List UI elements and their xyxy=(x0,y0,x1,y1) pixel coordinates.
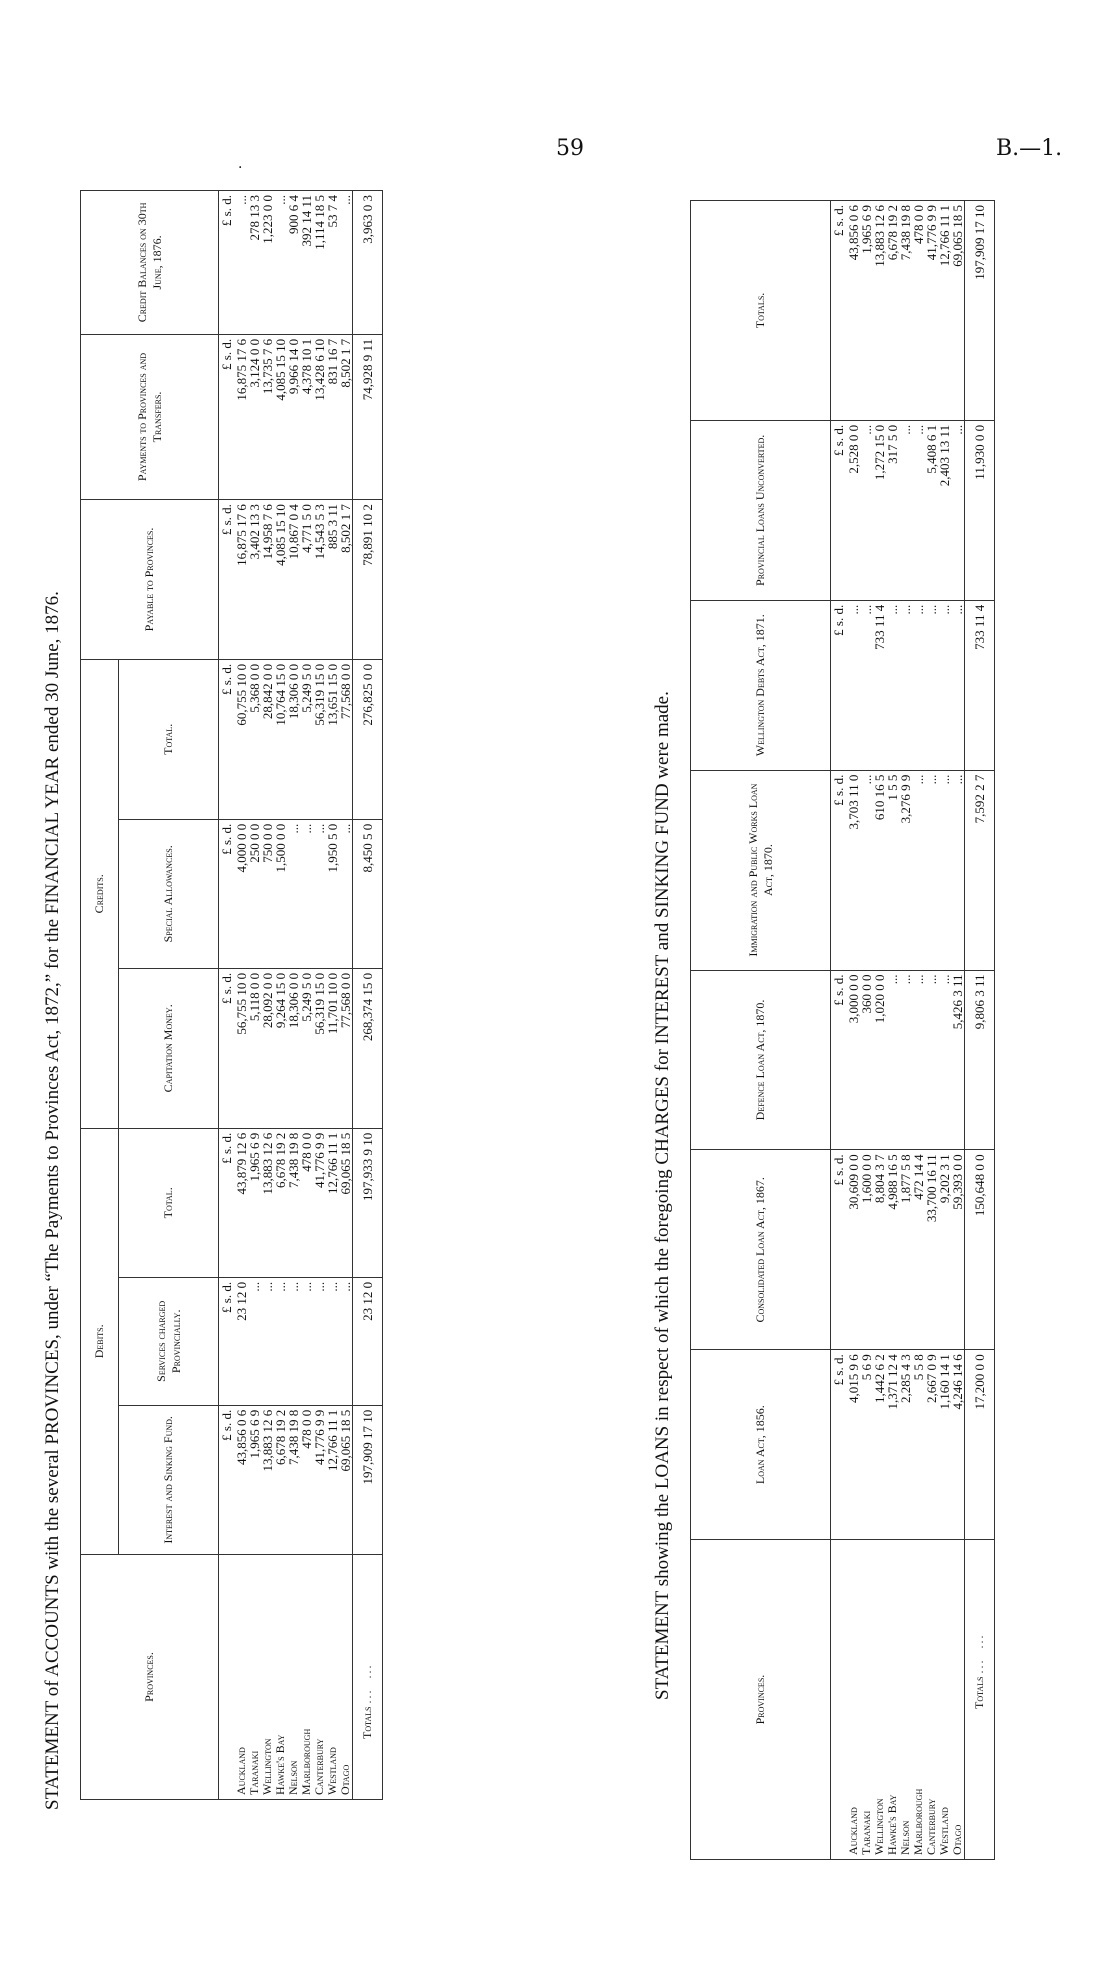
s2-cell-loan1856: 5 6 9 xyxy=(860,1350,873,1540)
s2-cell-consolidated: 1,877 5 8 xyxy=(899,1150,912,1350)
s1-header-services: Services charged Provincially. xyxy=(119,1277,219,1405)
s1-cell-interest: 6,678 19 2 xyxy=(274,1405,287,1554)
s1-row xyxy=(261,191,274,1800)
s1-cell-total: 13,883 12 6 xyxy=(261,1128,274,1277)
statement1-title: STATEMENT of ACCOUNTS with the several PROVINCES, under “The Payments to Provinces Act, 1872,” for the FINANCIAL YEAR ended 30 June, 1876. xyxy=(42,591,63,1810)
s1-cell-payable: 10,867 0 4 xyxy=(287,500,300,660)
s2-row xyxy=(938,201,951,1860)
s1-total-credit: 276,825 0 0 xyxy=(352,659,382,819)
s1-total-debit: 197,933 9 10 xyxy=(352,1128,382,1277)
page-number: 59 xyxy=(556,136,584,161)
s1-cell-services: ... xyxy=(313,1277,326,1405)
s1-header-balances: Credit Balances on 30th June, 1876. xyxy=(81,191,219,335)
statement2-title-block xyxy=(652,691,674,1700)
s1-cell-balance: 1,223 0 0 xyxy=(261,191,274,335)
s2-row xyxy=(873,201,886,1860)
s2-cell-provincial: 2,528 0 0 xyxy=(847,420,860,600)
s2-cell-provincial: ... xyxy=(860,420,873,600)
statement1-body xyxy=(219,191,353,1800)
province-name: Wellington xyxy=(259,1738,274,1795)
s1-row xyxy=(326,191,339,1800)
s2-row xyxy=(899,201,912,1860)
s1-cell-balance: ... xyxy=(274,191,287,335)
s2-cell-defence: ... xyxy=(886,970,899,1150)
s1-cell-total: 6,678 19 2 xyxy=(274,1128,287,1277)
s1-cell-balance: ... xyxy=(235,191,248,335)
s1-header-debits: Debits. xyxy=(81,1128,119,1554)
province-name: Canterbury xyxy=(923,1798,938,1855)
province-name: Auckland xyxy=(233,1747,248,1795)
s1-cell-special: 1,500 0 0 xyxy=(274,819,287,968)
s2-cell-loan1856: 2,285 4 3 xyxy=(899,1350,912,1540)
province-name: Hawke's Bay xyxy=(884,1794,899,1855)
s1-cell-capitation: 28,092 0 0 xyxy=(261,968,274,1128)
s2-total-all: 197,909 17 10 xyxy=(964,201,994,421)
s1-cell-special: ... xyxy=(287,819,300,968)
province-name: Otago xyxy=(337,1764,352,1795)
s1-total-payments: 74,928 9 11 xyxy=(352,334,382,499)
s1-row xyxy=(313,191,326,1800)
s2-row xyxy=(912,201,925,1860)
s1-cell-capitation: 5,249 5 0 xyxy=(300,968,313,1128)
s2-cell-total: 1,965 6 9 xyxy=(860,201,873,421)
s2-total-provincial: 11,930 0 0 xyxy=(964,420,994,600)
lsd-header: £ s. d. xyxy=(219,819,235,968)
s2-header-totals: Totals. xyxy=(691,201,831,421)
s2-total-consolidated: 150,648 0 0 xyxy=(964,1150,994,1350)
s2-cell-loan1856: 4,015 9 6 xyxy=(847,1350,860,1540)
s1-cell-capitation: 56,319 15 0 xyxy=(313,968,326,1128)
s1-cell-special: ... xyxy=(300,819,313,968)
s2-cell-defence: ... xyxy=(938,970,951,1150)
province-name: Westland xyxy=(936,1807,951,1855)
s2-cell-defence: 1,020 0 0 xyxy=(873,970,886,1150)
s2-total-immigration: 7,592 2 7 xyxy=(964,770,994,970)
s1-cell-total: 41,776 9 9 xyxy=(313,1128,326,1277)
s2-cell-provincial: 1,272 15 0 xyxy=(873,420,886,600)
s1-cell-special: 750 0 0 xyxy=(261,819,274,968)
s1-header-capitation: Capitation Money. xyxy=(119,968,219,1128)
s2-cell-defence: ... xyxy=(899,970,912,1150)
s1-cell-payments: 9,966 14 0 xyxy=(287,334,300,499)
stray-mark: · xyxy=(238,160,243,176)
s1-cell-balance: 278 13 3 xyxy=(248,191,261,335)
s2-cell-wellington: ... xyxy=(912,600,925,770)
s2-cell-immigration: 3,703 11 0 xyxy=(847,770,860,970)
s2-cell-provincial: 2,403 13 11 xyxy=(938,420,951,600)
s1-cell-special: 1,950 5 0 xyxy=(326,819,339,968)
lsd-header: £ s. d. xyxy=(219,1405,235,1554)
s1-cell-total: 69,065 18 5 xyxy=(339,1128,353,1277)
s1-header-provinces: Provinces. xyxy=(81,1554,219,1799)
s2-header-consolidated: Consolidated Loan Act, 1867. xyxy=(691,1150,831,1350)
s1-cell-credit_total: 18,306 0 0 xyxy=(287,659,300,819)
s1-total-balance: 3,963 0 3 xyxy=(352,191,382,335)
s1-cell-total: 7,438 19 8 xyxy=(287,1128,300,1277)
s2-total-defence: 9,806 3 11 xyxy=(964,970,994,1150)
s2-cell-consolidated: 472 14 4 xyxy=(912,1150,925,1350)
s1-cell-payments: 4,378 10 1 xyxy=(300,334,313,499)
s2-cell-loan1856: 1,371 12 4 xyxy=(886,1350,899,1540)
s2-cell-wellington: ... xyxy=(899,600,912,770)
s1-cell-payments: 3,124 0 0 xyxy=(248,334,261,499)
s1-cell-payments: 13,428 6 10 xyxy=(313,334,326,499)
s1-row xyxy=(339,191,353,1800)
s1-cell-capitation: 9,264 15 0 xyxy=(274,968,287,1128)
s1-cell-payments: 8,502 1 7 xyxy=(339,334,353,499)
s1-cell-credit_total: 60,755 10 0 xyxy=(235,659,248,819)
s1-cell-balance: 392 14 11 xyxy=(300,191,313,335)
s1-total-special: 8,450 5 0 xyxy=(352,819,382,968)
s2-cell-provincial: 317 5 0 xyxy=(886,420,899,600)
lsd-header: £ s. d. xyxy=(831,420,847,600)
s1-header-payable: Payable to Provinces. xyxy=(81,500,219,660)
s1-cell-credit_total: 13,651 15 0 xyxy=(326,659,339,819)
s1-cell-special: 250 0 0 xyxy=(248,819,261,968)
s2-cell-total: 7,438 19 8 xyxy=(899,201,912,421)
document-reference: B.—1. xyxy=(996,136,1063,161)
s1-cell-payments: 13,735 7 6 xyxy=(261,334,274,499)
lsd-header: £ s. d. xyxy=(219,1128,235,1277)
lsd-header: £ s. d. xyxy=(219,191,235,335)
s2-cell-wellington: ... xyxy=(938,600,951,770)
s1-cell-services: ... xyxy=(287,1277,300,1405)
s1-cell-payable: 8,502 1 7 xyxy=(339,500,353,660)
province-name: Otago xyxy=(949,1824,964,1855)
lsd-header: £ s. d. xyxy=(219,659,235,819)
s2-header-immigration: Immigration and Public Works Loan Act, 1870. xyxy=(691,770,831,970)
lsd-header: £ s. d. xyxy=(219,334,235,499)
s2-total-wellington: 733 11 4 xyxy=(964,600,994,770)
s1-cell-payable: 3,402 13 3 xyxy=(248,500,261,660)
s1-cell-credit_total: 56,319 15 0 xyxy=(313,659,326,819)
s2-total-loan1856: 17,200 0 0 xyxy=(964,1350,994,1540)
s2-cell-immigration: ... xyxy=(951,770,965,970)
s2-row xyxy=(860,201,873,1860)
province-name: Auckland xyxy=(845,1807,860,1855)
s1-cell-payments: 4,085 15 10 xyxy=(274,334,287,499)
s2-cell-consolidated: 59,393 0 0 xyxy=(951,1150,965,1350)
statement1-table-block xyxy=(80,190,383,1800)
s1-cell-payable: 14,543 5 3 xyxy=(313,500,326,660)
s1-cell-interest: 41,776 9 9 xyxy=(313,1405,326,1554)
s2-cell-total: 43,856 0 6 xyxy=(847,201,860,421)
province-name: Marlborough xyxy=(910,1788,925,1855)
s1-cell-total: 478 0 0 xyxy=(300,1128,313,1277)
province-name: Hawke's Bay xyxy=(272,1734,287,1795)
lsd-header: £ s. d. xyxy=(219,1277,235,1405)
s2-cell-consolidated: 9,202 3 1 xyxy=(938,1150,951,1350)
s1-cell-payable: 4,771 5 0 xyxy=(300,500,313,660)
s2-cell-total: 478 0 0 xyxy=(912,201,925,421)
s1-cell-interest: 13,883 12 6 xyxy=(261,1405,274,1554)
s2-cell-provincial: ... xyxy=(912,420,925,600)
s2-cell-immigration: ... xyxy=(938,770,951,970)
s1-totals-label: Totals ... ... xyxy=(352,1554,382,1799)
s2-cell-wellington: ... xyxy=(925,600,938,770)
s2-header-provincial: Provincial Loans Unconverted. xyxy=(691,420,831,600)
s1-cell-total: 43,879 12 6 xyxy=(235,1128,248,1277)
s2-row xyxy=(925,201,938,1860)
province-name: Marlborough xyxy=(298,1728,313,1795)
s1-cell-capitation: 18,306 0 0 xyxy=(287,968,300,1128)
s1-cell-services: ... xyxy=(339,1277,353,1405)
s1-cell-balance: 53 7 4 xyxy=(326,191,339,335)
lsd-header: £ s. d. xyxy=(831,201,847,421)
s2-cell-immigration: 3,276 9 9 xyxy=(899,770,912,970)
s2-cell-immigration: ... xyxy=(925,770,938,970)
s1-cell-balance: 1,114 18 5 xyxy=(313,191,326,335)
s2-cell-provincial: ... xyxy=(899,420,912,600)
s2-cell-wellington: ... xyxy=(847,600,860,770)
s1-cell-payments: 831 16 7 xyxy=(326,334,339,499)
s1-cell-capitation: 56,755 10 0 xyxy=(235,968,248,1128)
s1-cell-services: ... xyxy=(274,1277,287,1405)
s1-row xyxy=(248,191,261,1800)
s1-row xyxy=(300,191,313,1800)
statement2-body xyxy=(831,201,965,1860)
lsd-header: £ s. d. xyxy=(831,770,847,970)
s1-total-interest: 197,909 17 10 xyxy=(352,1405,382,1554)
s2-header-provinces: Provinces. xyxy=(691,1540,831,1860)
s2-cell-wellington: ... xyxy=(886,600,899,770)
s2-cell-immigration: 610 16 5 xyxy=(873,770,886,970)
s2-header-defence: Defence Loan Act, 1870. xyxy=(691,970,831,1150)
statement2-table xyxy=(690,200,995,1860)
province-name: Nelson xyxy=(897,1820,912,1855)
s2-cell-provincial: ... xyxy=(951,420,965,600)
s2-cell-total: 69,065 18 5 xyxy=(951,201,965,421)
s2-cell-consolidated: 4,988 16 5 xyxy=(886,1150,899,1350)
s1-header-debit-total: Total. xyxy=(119,1128,219,1277)
s1-row xyxy=(287,191,300,1800)
s1-cell-services: ... xyxy=(261,1277,274,1405)
s2-cell-wellington: ... xyxy=(951,600,965,770)
s1-row xyxy=(274,191,287,1800)
s2-row xyxy=(951,201,965,1860)
s1-cell-interest: 7,438 19 8 xyxy=(287,1405,300,1554)
s2-totals-row xyxy=(964,201,994,1860)
s1-header-interest: Interest and Sinking Fund. xyxy=(119,1405,219,1554)
s1-cell-services: ... xyxy=(300,1277,313,1405)
s2-cell-consolidated: 8,804 3 7 xyxy=(873,1150,886,1350)
s2-cell-wellington: 733 11 4 xyxy=(873,600,886,770)
s2-cell-immigration: ... xyxy=(912,770,925,970)
s1-cell-interest: 1,965 6 9 xyxy=(248,1405,261,1554)
s1-cell-services: ... xyxy=(248,1277,261,1405)
s2-totals-label: Totals ... ... xyxy=(964,1540,994,1860)
s1-totals-row xyxy=(352,191,382,1800)
s2-cell-immigration: ... xyxy=(860,770,873,970)
s2-cell-provincial: 5,408 6 1 xyxy=(925,420,938,600)
s1-cell-credit_total: 5,249 5 0 xyxy=(300,659,313,819)
s1-cell-total: 1,965 6 9 xyxy=(248,1128,261,1277)
province-name: Canterbury xyxy=(311,1738,326,1795)
s1-cell-capitation: 77,568 0 0 xyxy=(339,968,353,1128)
s2-cell-loan1856: 5 5 8 xyxy=(912,1350,925,1540)
s1-cell-capitation: 5,118 0 0 xyxy=(248,968,261,1128)
s1-cell-special: ... xyxy=(339,819,353,968)
province-name: Nelson xyxy=(285,1760,300,1795)
s1-cell-credit_total: 10,764 15 0 xyxy=(274,659,287,819)
s2-cell-total: 41,776 9 9 xyxy=(925,201,938,421)
s1-cell-interest: 69,065 18 5 xyxy=(339,1405,353,1554)
statement1-table xyxy=(80,190,383,1800)
s1-cell-total: 12,766 11 1 xyxy=(326,1128,339,1277)
s2-cell-loan1856: 1,160 14 1 xyxy=(938,1350,951,1540)
s2-cell-consolidated: 33,700 16 11 xyxy=(925,1150,938,1350)
s2-cell-wellington: ... xyxy=(860,600,873,770)
lsd-header: £ s. d. xyxy=(831,1350,847,1540)
s2-header-loan1856: Loan Act, 1856. xyxy=(691,1350,831,1540)
s2-cell-defence: ... xyxy=(912,970,925,1150)
s1-row xyxy=(235,191,248,1800)
s2-cell-defence: 3,000 0 0 xyxy=(847,970,860,1150)
lsd-header: £ s. d. xyxy=(831,600,847,770)
s1-total-capitation: 268,374 15 0 xyxy=(352,968,382,1128)
s1-header-credits: Credits. xyxy=(81,659,119,1128)
s1-header-special: Special Allowances. xyxy=(119,819,219,968)
s1-cell-payments: 16,875 17 6 xyxy=(235,334,248,499)
s1-cell-interest: 12,766 11 1 xyxy=(326,1405,339,1554)
lsd-header: £ s. d. xyxy=(219,968,235,1128)
province-name: Westland xyxy=(324,1747,339,1795)
s1-cell-capitation: 11,701 10 0 xyxy=(326,968,339,1128)
s1-cell-special: 4,000 0 0 xyxy=(235,819,248,968)
s2-cell-consolidated: 30,609 0 0 xyxy=(847,1150,860,1350)
lsd-header: £ s. d. xyxy=(219,500,235,660)
s2-cell-total: 13,883 12 6 xyxy=(873,201,886,421)
lsd-header: £ s. d. xyxy=(831,1150,847,1350)
s2-cell-loan1856: 1,442 6 2 xyxy=(873,1350,886,1540)
s2-row xyxy=(886,201,899,1860)
s1-cell-interest: 478 0 0 xyxy=(300,1405,313,1554)
s1-cell-balance: ... xyxy=(339,191,353,335)
s1-cell-payable: 885 3 11 xyxy=(326,500,339,660)
s2-cell-loan1856: 4,246 14 6 xyxy=(951,1350,965,1540)
s1-cell-services: 23 12 0 xyxy=(235,1277,248,1405)
province-name: Wellington xyxy=(871,1798,886,1855)
s2-cell-total: 6,678 19 2 xyxy=(886,201,899,421)
s2-row xyxy=(847,201,860,1860)
s2-header-wellington: Wellington Debts Act, 1871. xyxy=(691,600,831,770)
s1-cell-services: ... xyxy=(326,1277,339,1405)
s1-cell-credit_total: 5,368 0 0 xyxy=(248,659,261,819)
s1-cell-balance: 900 6 4 xyxy=(287,191,300,335)
s2-cell-total: 12,766 11 1 xyxy=(938,201,951,421)
s2-cell-immigration: 1 5 5 xyxy=(886,770,899,970)
s2-cell-defence: 5,426 3 11 xyxy=(951,970,965,1150)
s2-cell-defence: ... xyxy=(925,970,938,1150)
s1-cell-special: ... xyxy=(313,819,326,968)
province-name: Taranaki xyxy=(858,1810,873,1855)
s1-header-credit-total: Total. xyxy=(119,659,219,819)
s1-cell-payable: 4,085 15 10 xyxy=(274,500,287,660)
province-name: Taranaki xyxy=(246,1750,261,1795)
s2-cell-loan1856: 2,667 0 9 xyxy=(925,1350,938,1540)
s1-total-services: 23 12 0 xyxy=(352,1277,382,1405)
statement1-title-block xyxy=(42,591,64,1810)
lsd-header: £ s. d. xyxy=(831,970,847,1150)
s1-total-payable: 78,891 10 2 xyxy=(352,500,382,660)
s1-cell-credit_total: 77,568 0 0 xyxy=(339,659,353,819)
s1-cell-interest: 43,856 0 6 xyxy=(235,1405,248,1554)
s2-cell-consolidated: 1,600 0 0 xyxy=(860,1150,873,1350)
s2-cell-defence: 360 0 0 xyxy=(860,970,873,1150)
statement2-title: STATEMENT showing the LOANS in respect of which the foregoing CHARGES for INTEREST and SINKING FUND were made. xyxy=(652,691,673,1700)
s1-cell-payable: 14,958 7 6 xyxy=(261,500,274,660)
s1-cell-credit_total: 28,842 0 0 xyxy=(261,659,274,819)
statement2-table-block xyxy=(690,200,995,1860)
s1-cell-payable: 16,875 17 6 xyxy=(235,500,248,660)
s1-header-payments: Payments to Provinces and Transfers. xyxy=(81,334,219,499)
